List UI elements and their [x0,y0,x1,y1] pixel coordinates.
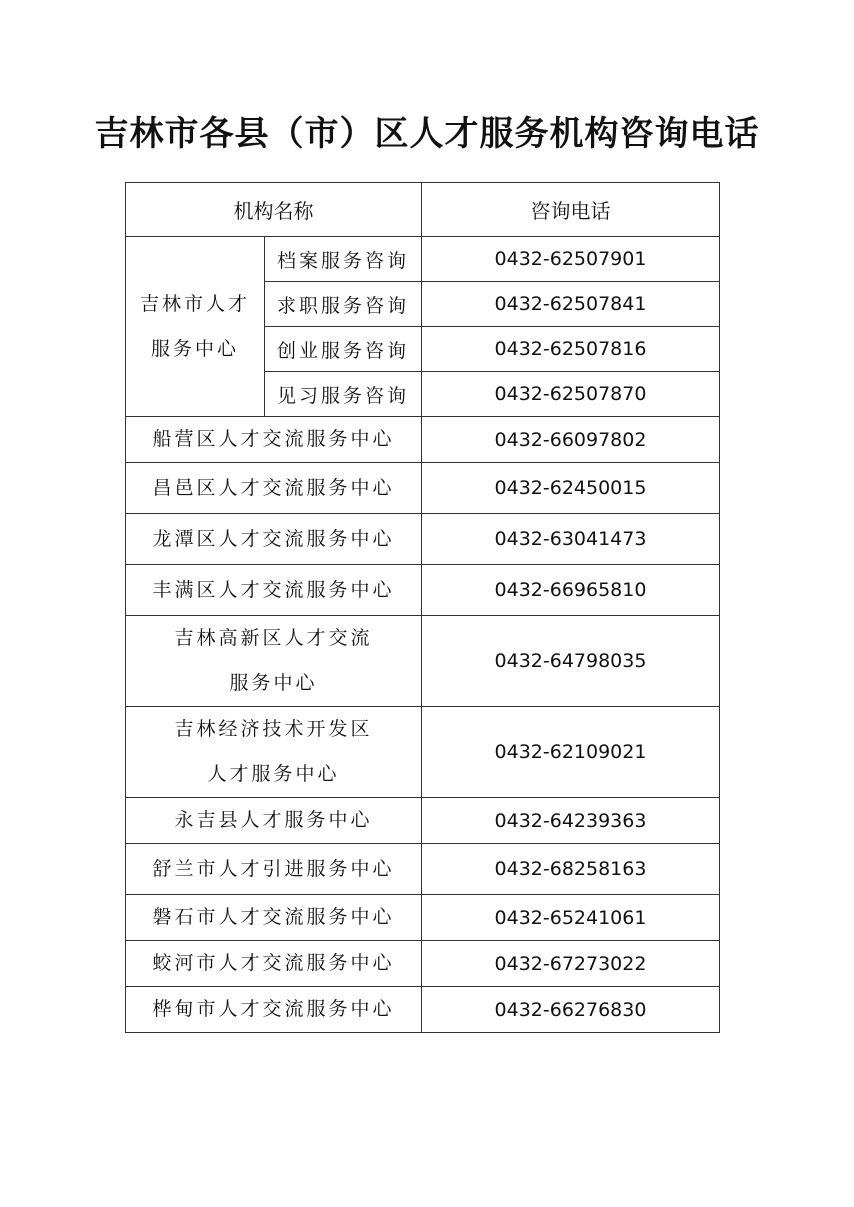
org-name-line2: 服务中心 [229,672,318,694]
table-row [126,237,720,282]
service-label: 见习服务咨询 [265,372,422,417]
org-name: 桦甸市人才交流服务中心 [126,987,422,1033]
service-label: 创业服务咨询 [265,327,422,372]
org-name: 永吉县人才服务中心 [126,798,422,844]
phone-number: 0432-62450015 [422,463,720,514]
org-name: 龙潭区人才交流服务中心 [126,514,422,565]
phone-number: 0432-68258163 [422,844,720,895]
org-name-line1: 吉林经济技术开发区 [174,718,373,740]
phone-number: 0432-62109021 [422,707,720,798]
org-column-header: 机构名称 [126,183,422,237]
table-header-row [126,183,720,237]
phone-column-header: 咨询电话 [422,183,720,237]
table-row [126,798,720,844]
phone-number: 0432-62507841 [422,282,720,327]
org-name-line2: 人才服务中心 [207,763,340,785]
phone-number: 0432-66276830 [422,987,720,1033]
table-row [126,844,720,895]
contact-table [125,182,720,1033]
org-name: 蛟河市人才交流服务中心 [126,941,422,987]
org-name: 昌邑区人才交流服务中心 [126,463,422,514]
table-row [126,463,720,514]
page-title: 吉林市各县（市）区人才服务机构咨询电话 [94,114,760,154]
org-name-line1: 吉林高新区人才交流 [174,627,373,649]
service-label: 求职服务咨询 [265,282,422,327]
table-row [126,565,720,616]
phone-number: 0432-65241061 [422,895,720,941]
org-name: 舒兰市人才引进服务中心 [126,844,422,895]
phone-number: 0432-62507870 [422,372,720,417]
table-row [126,895,720,941]
table-row [126,417,720,463]
service-label: 档案服务咨询 [265,237,422,282]
org-name [126,616,422,707]
phone-number: 0432-62507816 [422,327,720,372]
phone-number: 0432-64239363 [422,798,720,844]
org-name [126,707,422,798]
phone-number: 0432-67273022 [422,941,720,987]
phone-number: 0432-62507901 [422,237,720,282]
table-row [126,707,720,798]
city-center-name-line1: 吉林市人才 [139,292,250,315]
table-row [126,941,720,987]
org-name: 磐石市人才交流服务中心 [126,895,422,941]
phone-number: 0432-63041473 [422,514,720,565]
city-center-name-line2: 服务中心 [150,337,239,360]
phone-number: 0432-66097802 [422,417,720,463]
city-center-name [126,237,265,417]
org-name: 丰满区人才交流服务中心 [126,565,422,616]
phone-number: 0432-64798035 [422,616,720,707]
table-row [126,987,720,1033]
table-row [126,616,720,707]
org-name: 船营区人才交流服务中心 [126,417,422,463]
phone-number: 0432-66965810 [422,565,720,616]
table-row [126,514,720,565]
